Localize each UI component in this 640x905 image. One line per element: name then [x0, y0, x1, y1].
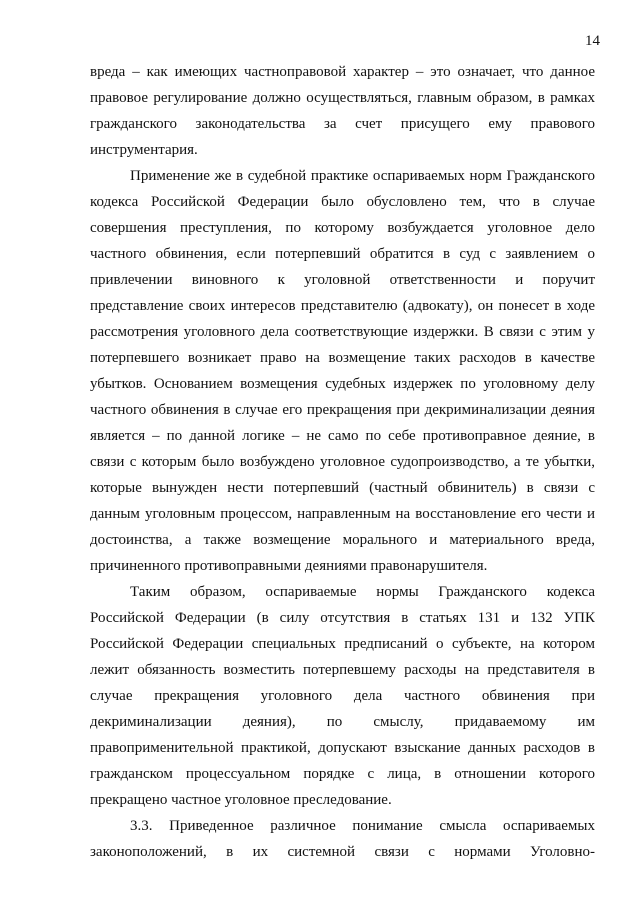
- text-line: совершения преступления, по которому возбуждается уголовное дело: [90, 220, 595, 236]
- text-line: данным уголовным процессом, направленным на восстановление его чести и: [90, 506, 595, 522]
- text-line: кодекса Российской Федерации было обусловлено тем, что в случае: [90, 194, 595, 210]
- text-line: рассмотрения уголовного дела соответствующие издержки. В связи с этим у: [90, 324, 595, 340]
- text-line: правоприменительной практикой, допускают взыскание данных расходов в: [90, 740, 595, 756]
- text-line: случае прекращения уголовного дела частного обвинения при: [90, 688, 595, 704]
- text-line: прекращено частное уголовное преследование.: [90, 792, 392, 808]
- text-line: частного обвинения, если потерпевший обратится в суд с заявлением о: [90, 246, 595, 262]
- text-line: Российской Федерации (в силу отсутствия в статьях 131 и 132 УПК: [90, 610, 595, 626]
- text-line: представление своих интересов представителю (адвокату), он понесет в ходе: [90, 298, 595, 314]
- paragraph: [90, 579, 595, 813]
- body-text: [90, 59, 595, 865]
- text-line: Российской Федерации специальных предписаний о субъекте, на котором: [90, 636, 595, 652]
- text-line: является – по данной логике – не само по себе противоправное деяние, в: [90, 428, 595, 444]
- text-line: декриминализации деяния), по смыслу, придаваемому им: [90, 714, 595, 730]
- text-line: потерпевшего возникает право на возмещение таких расходов в качестве: [90, 350, 595, 366]
- text-line: связи с которым было возбуждено уголовное судопроизводство, а те убытки,: [90, 454, 595, 470]
- text-line: правовое регулирование должно осуществляться, главным образом, в рамках: [90, 90, 595, 106]
- text-line: вреда – как имеющих частноправовой характер – это означает, что данное: [90, 64, 595, 80]
- text-line: гражданского законодательства за счет присущего ему правового: [90, 116, 595, 132]
- text-line: Применение же в судебной практике оспариваемых норм Гражданского: [130, 168, 595, 184]
- text-line: привлечении виновного к уголовной ответственности и поручит: [90, 272, 595, 288]
- text-line: лежит обязанность возместить потерпевшему расходы на представителя в: [90, 662, 595, 678]
- text-line: законоположений, в их системной связи с нормами Уголовно-: [90, 844, 595, 860]
- paragraph: [90, 813, 595, 865]
- paragraph: [90, 163, 595, 579]
- text-line: гражданском процессуальном порядке с лица, в отношении которого: [90, 766, 595, 782]
- paragraph: [90, 59, 595, 163]
- text-line: достоинства, а также возмещение морального и материального вреда,: [90, 532, 595, 548]
- text-line: 3.3. Приведенное различное понимание смысла оспариваемых: [130, 818, 595, 834]
- text-line: частного обвинения в случае его прекращения при декриминализации деяния: [90, 402, 595, 418]
- text-line: которые вынужден нести потерпевший (частный обвинитель) в связи с: [90, 480, 595, 496]
- text-line: Таким образом, оспариваемые нормы Гражданского кодекса: [130, 584, 595, 600]
- page-number: 14: [585, 33, 600, 49]
- text-line: причиненного противоправными деяниями правонарушителя.: [90, 558, 488, 574]
- text-line: инструментария.: [90, 142, 198, 158]
- text-line: убытков. Основанием возмещения судебных издержек по уголовному делу: [90, 376, 595, 392]
